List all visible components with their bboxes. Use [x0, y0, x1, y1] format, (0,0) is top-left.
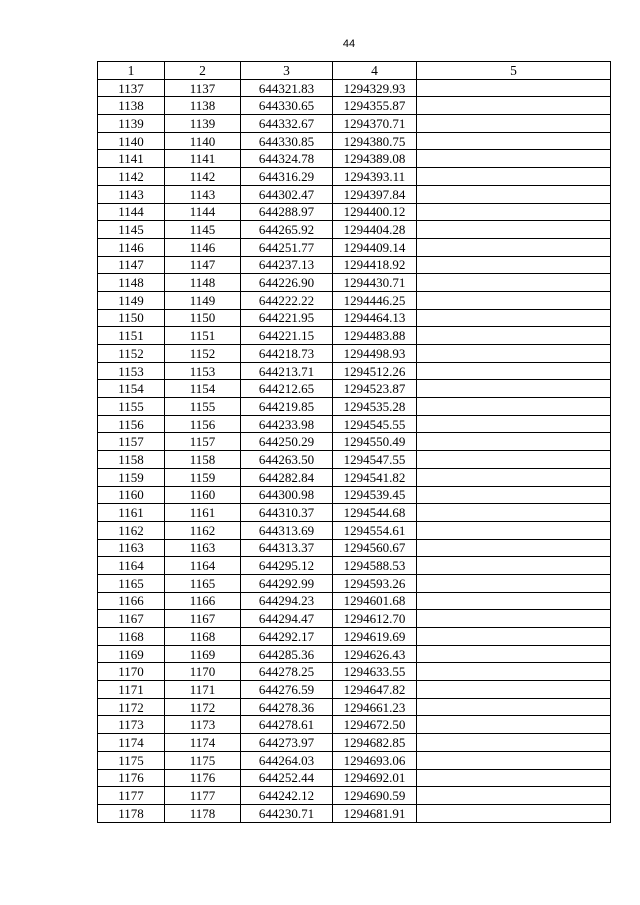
table-row	[98, 291, 611, 309]
table-cell: 1137	[165, 79, 241, 97]
table-cell: 1160	[165, 486, 241, 504]
table-cell: 644221.95	[241, 309, 333, 327]
table-cell: 1174	[98, 734, 165, 752]
table-cell: 1294512.26	[333, 362, 417, 380]
table-row	[98, 557, 611, 575]
table-cell: 1162	[98, 521, 165, 539]
table-cell	[417, 256, 611, 274]
column-header: 5	[417, 62, 611, 80]
table-cell	[417, 628, 611, 646]
table-row	[98, 610, 611, 628]
table-row	[98, 716, 611, 734]
table-cell: 1294554.61	[333, 521, 417, 539]
table-cell: 1167	[98, 610, 165, 628]
table-cell: 1162	[165, 521, 241, 539]
table-cell: 1143	[98, 185, 165, 203]
table-cell: 1174	[165, 734, 241, 752]
table-cell: 1294355.87	[333, 97, 417, 115]
table-cell: 1294647.82	[333, 681, 417, 699]
table-cell: 1294409.14	[333, 238, 417, 256]
table-cell	[417, 238, 611, 256]
header-row	[98, 62, 611, 80]
table-cell	[417, 557, 611, 575]
table-cell: 1294498.93	[333, 345, 417, 363]
table-cell: 1294626.43	[333, 645, 417, 663]
table-cell: 644294.47	[241, 610, 333, 628]
table-cell: 1178	[165, 804, 241, 822]
column-header: 3	[241, 62, 333, 80]
table-row	[98, 327, 611, 345]
table-row	[98, 433, 611, 451]
table-cell: 1294397.84	[333, 185, 417, 203]
table-cell: 644285.36	[241, 645, 333, 663]
table-cell: 1294539.45	[333, 486, 417, 504]
table-row	[98, 203, 611, 221]
table-cell	[417, 645, 611, 663]
table-cell: 1172	[98, 698, 165, 716]
table-cell: 1151	[165, 327, 241, 345]
table-row	[98, 751, 611, 769]
table-row	[98, 380, 611, 398]
table-cell: 1158	[98, 451, 165, 469]
table-cell: 1177	[98, 787, 165, 805]
table-row	[98, 345, 611, 363]
table-cell: 644288.97	[241, 203, 333, 221]
table-cell: 1148	[98, 274, 165, 292]
table-cell: 1146	[165, 238, 241, 256]
table-cell: 1294329.93	[333, 79, 417, 97]
table-cell: 1176	[165, 769, 241, 787]
table-cell: 1165	[98, 574, 165, 592]
table-cell: 644265.92	[241, 221, 333, 239]
table-cell: 1169	[98, 645, 165, 663]
table-cell: 644222.22	[241, 291, 333, 309]
table-cell: 1145	[165, 221, 241, 239]
table-cell: 1294446.25	[333, 291, 417, 309]
table-cell: 1294545.55	[333, 415, 417, 433]
table-cell: 1170	[165, 663, 241, 681]
table-cell: 1177	[165, 787, 241, 805]
table-cell: 1140	[98, 132, 165, 150]
table-cell: 1294393.11	[333, 168, 417, 186]
table-cell: 1294633.55	[333, 663, 417, 681]
table-cell: 644278.25	[241, 663, 333, 681]
table-cell: 644276.59	[241, 681, 333, 699]
table-cell: 644313.69	[241, 521, 333, 539]
table-cell: 644310.37	[241, 504, 333, 522]
table-cell: 1158	[165, 451, 241, 469]
table-cell: 1294541.82	[333, 468, 417, 486]
table-cell: 644212.65	[241, 380, 333, 398]
table-cell	[417, 486, 611, 504]
table-cell: 1154	[98, 380, 165, 398]
table-cell: 1172	[165, 698, 241, 716]
table-row	[98, 521, 611, 539]
table-cell: 1139	[98, 115, 165, 133]
table-cell: 1169	[165, 645, 241, 663]
table-cell	[417, 132, 611, 150]
table-cell: 644221.15	[241, 327, 333, 345]
table-cell: 1294523.87	[333, 380, 417, 398]
table-cell: 1173	[98, 716, 165, 734]
table-cell	[417, 415, 611, 433]
table-cell: 644302.47	[241, 185, 333, 203]
table-cell: 1294400.12	[333, 203, 417, 221]
table-cell: 1161	[98, 504, 165, 522]
table-cell: 1164	[165, 557, 241, 575]
table-row	[98, 787, 611, 805]
table-cell: 1165	[165, 574, 241, 592]
table-cell	[417, 610, 611, 628]
table-cell: 1294547.55	[333, 451, 417, 469]
table-cell: 1146	[98, 238, 165, 256]
table-cell: 1142	[165, 168, 241, 186]
table-cell: 644242.12	[241, 787, 333, 805]
table-cell	[417, 97, 611, 115]
table-cell: 1159	[165, 468, 241, 486]
table-cell: 1294681.91	[333, 804, 417, 822]
column-header: 2	[165, 62, 241, 80]
table-cell: 1294682.85	[333, 734, 417, 752]
table-cell: 644316.29	[241, 168, 333, 186]
table-row	[98, 663, 611, 681]
table-cell: 1294418.92	[333, 256, 417, 274]
table-row	[98, 115, 611, 133]
table-cell: 1294404.28	[333, 221, 417, 239]
table-cell: 1176	[98, 769, 165, 787]
table-cell: 1168	[165, 628, 241, 646]
table-cell	[417, 663, 611, 681]
table-cell: 1294370.71	[333, 115, 417, 133]
table-cell: 1294612.70	[333, 610, 417, 628]
table-cell: 1155	[98, 398, 165, 416]
table-cell: 1144	[165, 203, 241, 221]
table-row	[98, 734, 611, 752]
table-row	[98, 681, 611, 699]
table-cell: 1138	[165, 97, 241, 115]
table-row	[98, 468, 611, 486]
table-cell: 1294389.08	[333, 150, 417, 168]
table-row	[98, 504, 611, 522]
table-cell: 1141	[98, 150, 165, 168]
table-cell: 644213.71	[241, 362, 333, 380]
table-cell	[417, 168, 611, 186]
table-row	[98, 592, 611, 610]
table-cell	[417, 150, 611, 168]
table-cell	[417, 716, 611, 734]
table-cell: 644292.17	[241, 628, 333, 646]
table-cell: 644330.85	[241, 132, 333, 150]
table-cell: 1139	[165, 115, 241, 133]
table-cell: 1294588.53	[333, 557, 417, 575]
table-cell: 1294380.75	[333, 132, 417, 150]
table-cell	[417, 291, 611, 309]
table-cell	[417, 769, 611, 787]
table-row	[98, 362, 611, 380]
page-number: 44	[342, 38, 356, 50]
table-row	[98, 309, 611, 327]
table-cell: 644292.99	[241, 574, 333, 592]
table-cell: 1294483.88	[333, 327, 417, 345]
table-cell: 644330.65	[241, 97, 333, 115]
table-cell: 1142	[98, 168, 165, 186]
table-row	[98, 185, 611, 203]
table-cell	[417, 327, 611, 345]
table-cell: 1166	[98, 592, 165, 610]
table-row	[98, 398, 611, 416]
table-cell	[417, 115, 611, 133]
table-cell	[417, 804, 611, 822]
table-cell: 1141	[165, 150, 241, 168]
table-cell: 644278.61	[241, 716, 333, 734]
table-cell	[417, 751, 611, 769]
column-header: 4	[333, 62, 417, 80]
table-cell	[417, 345, 611, 363]
table-row	[98, 150, 611, 168]
table-cell: 1171	[98, 681, 165, 699]
table-cell	[417, 203, 611, 221]
table-cell: 1143	[165, 185, 241, 203]
table-cell: 1160	[98, 486, 165, 504]
table-cell: 1152	[98, 345, 165, 363]
table-cell: 1294661.23	[333, 698, 417, 716]
table-row	[98, 451, 611, 469]
table-cell: 1178	[98, 804, 165, 822]
table-row	[98, 645, 611, 663]
table-cell	[417, 787, 611, 805]
table-cell: 1154	[165, 380, 241, 398]
table-cell: 644282.84	[241, 468, 333, 486]
table-cell	[417, 309, 611, 327]
table-cell: 1147	[98, 256, 165, 274]
table-cell	[417, 398, 611, 416]
table-cell: 1166	[165, 592, 241, 610]
table-cell: 1294560.67	[333, 539, 417, 557]
table-cell: 1156	[165, 415, 241, 433]
table-cell: 1164	[98, 557, 165, 575]
table-cell: 644332.67	[241, 115, 333, 133]
table-row	[98, 256, 611, 274]
table-cell: 644273.97	[241, 734, 333, 752]
table-cell: 1153	[98, 362, 165, 380]
table-row	[98, 97, 611, 115]
table-cell: 1156	[98, 415, 165, 433]
table-cell	[417, 698, 611, 716]
table-cell: 1150	[165, 309, 241, 327]
table-cell: 1159	[98, 468, 165, 486]
table-row	[98, 238, 611, 256]
table-cell: 1155	[165, 398, 241, 416]
table-cell	[417, 451, 611, 469]
table-cell: 1170	[98, 663, 165, 681]
table-cell: 644251.77	[241, 238, 333, 256]
table-cell: 1149	[165, 291, 241, 309]
table-cell: 644226.90	[241, 274, 333, 292]
table-cell	[417, 79, 611, 97]
table-row	[98, 574, 611, 592]
table-cell: 1163	[165, 539, 241, 557]
table-cell: 1140	[165, 132, 241, 150]
table-cell: 1163	[98, 539, 165, 557]
table-cell: 1175	[165, 751, 241, 769]
table-cell: 644237.13	[241, 256, 333, 274]
table-cell: 644313.37	[241, 539, 333, 557]
table-cell: 1294464.13	[333, 309, 417, 327]
table-row	[98, 769, 611, 787]
table-cell	[417, 468, 611, 486]
table-cell: 644219.85	[241, 398, 333, 416]
table-row	[98, 221, 611, 239]
table-cell	[417, 185, 611, 203]
table-cell: 644263.50	[241, 451, 333, 469]
table-cell: 1161	[165, 504, 241, 522]
table-cell: 1145	[98, 221, 165, 239]
table-cell: 1294544.68	[333, 504, 417, 522]
table-body	[98, 79, 611, 822]
table-cell: 1294550.49	[333, 433, 417, 451]
table-row	[98, 698, 611, 716]
table-row	[98, 628, 611, 646]
table-cell: 1138	[98, 97, 165, 115]
table-cell: 1173	[165, 716, 241, 734]
table-cell: 1149	[98, 291, 165, 309]
table-cell: 644294.23	[241, 592, 333, 610]
coordinates-table	[97, 61, 611, 823]
table-cell	[417, 539, 611, 557]
table-cell	[417, 380, 611, 398]
table-cell: 1294690.59	[333, 787, 417, 805]
table-cell	[417, 574, 611, 592]
table-cell: 1294601.68	[333, 592, 417, 610]
table-header	[98, 62, 611, 80]
table-cell: 1175	[98, 751, 165, 769]
table-cell: 1153	[165, 362, 241, 380]
table-row	[98, 274, 611, 292]
table-row	[98, 539, 611, 557]
table-cell: 1294692.01	[333, 769, 417, 787]
table-cell: 1151	[98, 327, 165, 345]
table-row	[98, 132, 611, 150]
table-cell: 1171	[165, 681, 241, 699]
table-cell: 1137	[98, 79, 165, 97]
table-cell: 1147	[165, 256, 241, 274]
table-cell: 644250.29	[241, 433, 333, 451]
table-cell: 644295.12	[241, 557, 333, 575]
table-cell	[417, 362, 611, 380]
table-cell: 1294672.50	[333, 716, 417, 734]
table-cell: 644321.83	[241, 79, 333, 97]
table-row	[98, 804, 611, 822]
table-cell: 644252.44	[241, 769, 333, 787]
table-cell: 1294593.26	[333, 574, 417, 592]
table-row	[98, 168, 611, 186]
table-cell: 1167	[165, 610, 241, 628]
table-cell: 1157	[165, 433, 241, 451]
table-cell	[417, 592, 611, 610]
table-cell	[417, 521, 611, 539]
table-cell: 1294619.69	[333, 628, 417, 646]
table-cell: 644324.78	[241, 150, 333, 168]
table-row	[98, 415, 611, 433]
table-cell	[417, 681, 611, 699]
table-row	[98, 486, 611, 504]
column-header: 1	[98, 62, 165, 80]
table-cell	[417, 274, 611, 292]
table-cell	[417, 734, 611, 752]
table-cell	[417, 433, 611, 451]
table-cell: 1144	[98, 203, 165, 221]
table-cell: 644218.73	[241, 345, 333, 363]
table-row	[98, 79, 611, 97]
table-cell: 1294430.71	[333, 274, 417, 292]
table-cell	[417, 504, 611, 522]
table-cell: 644264.03	[241, 751, 333, 769]
table-cell: 1150	[98, 309, 165, 327]
table-cell: 1168	[98, 628, 165, 646]
table-cell: 644300.98	[241, 486, 333, 504]
table-cell: 1294693.06	[333, 751, 417, 769]
table-cell: 644278.36	[241, 698, 333, 716]
table-cell: 1294535.28	[333, 398, 417, 416]
table-cell: 644233.98	[241, 415, 333, 433]
table-cell: 1152	[165, 345, 241, 363]
table-cell: 1148	[165, 274, 241, 292]
table-cell: 644230.71	[241, 804, 333, 822]
table-cell	[417, 221, 611, 239]
table-cell: 1157	[98, 433, 165, 451]
